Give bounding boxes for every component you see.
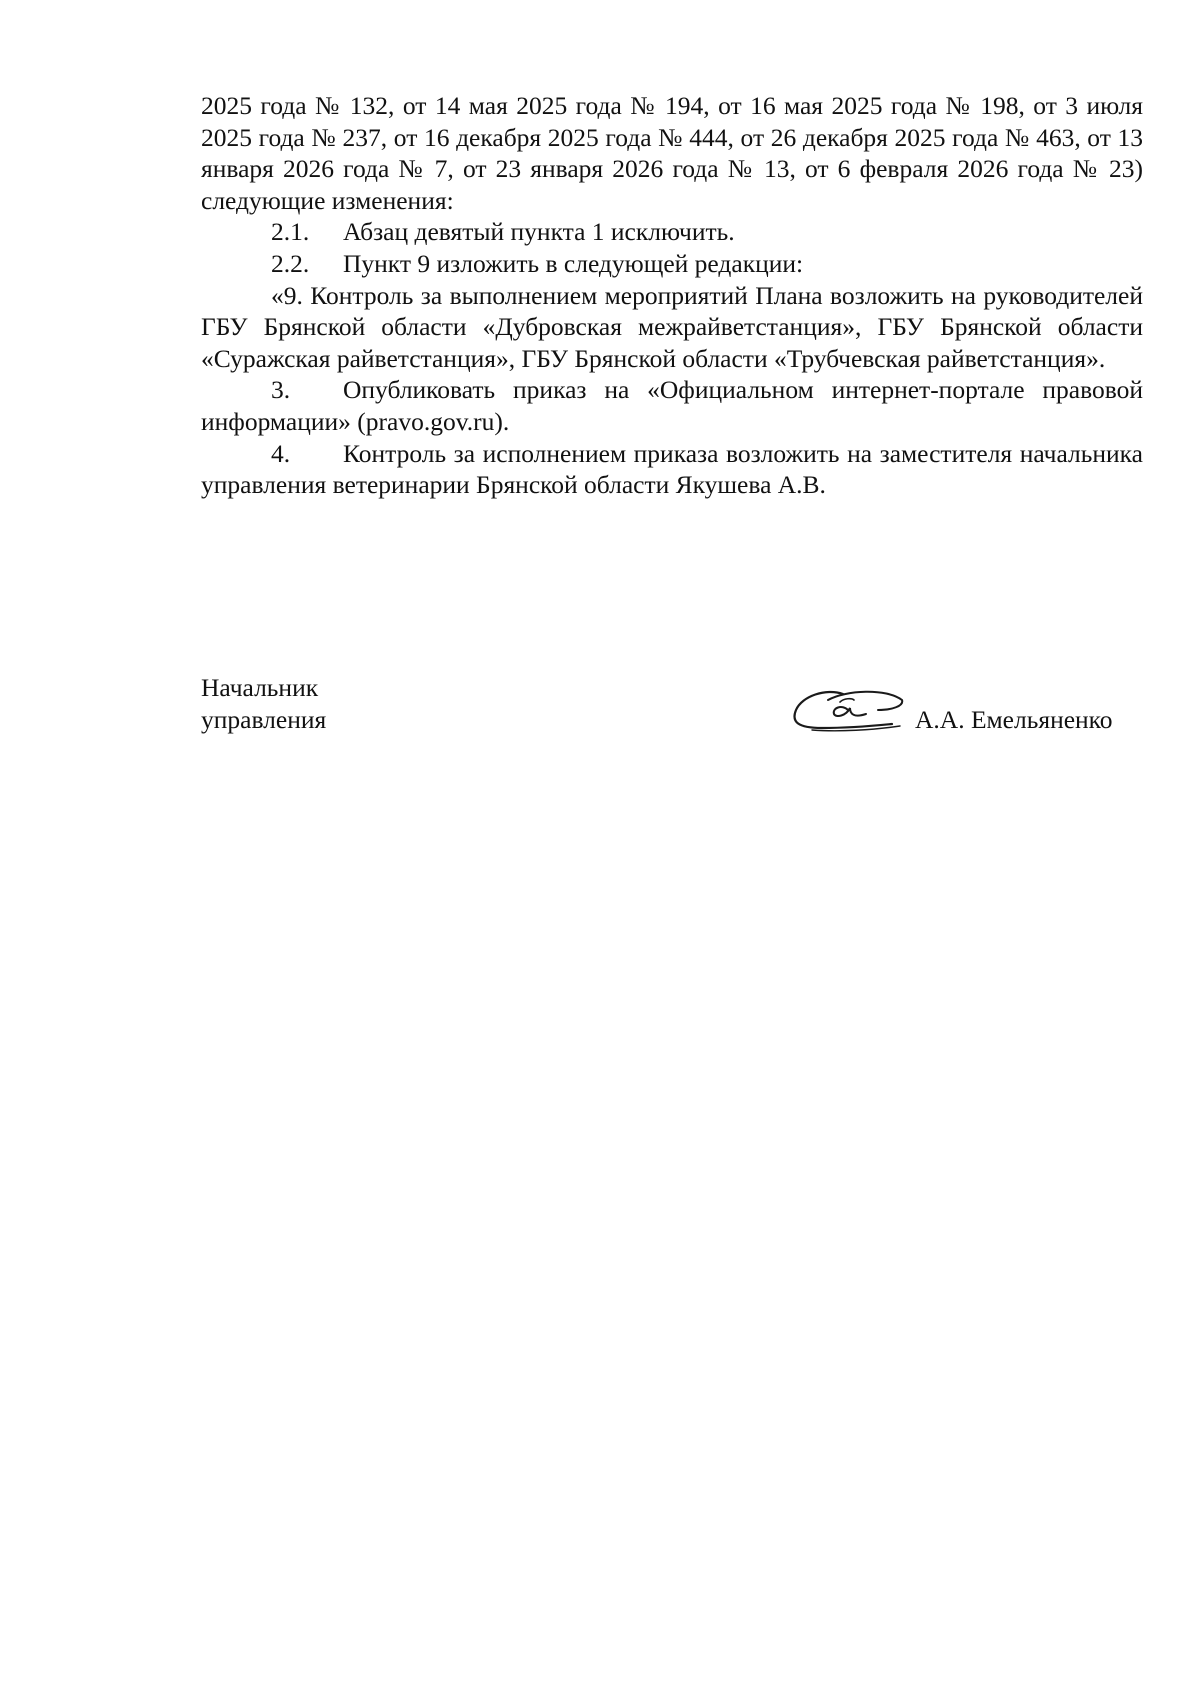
item-text: Абзац девятый пункта 1 исключить.	[343, 217, 735, 247]
item-number: 2.2.	[271, 248, 310, 278]
item-number: 4.	[271, 438, 291, 468]
item-text: Контроль за исполнением приказа возложить на заместителя начальника управления ветеринарии Брянской области Якушева А.В.	[201, 438, 1143, 500]
intro-paragraph: 2025 года № 132, от 14 мая 2025 года № 194, от 16 мая 2025 года № 198, от 3 июля 2025 года № 237, от 16 декабря 2025 года № 444, от 26 декабря 2025 года № 463, от 13 января 2026 года № 7, от 23 января 2026 года № 13, от 6 февраля 2026 года № 23) следующие изменения:	[201, 91, 1143, 215]
item-number: 2.1.	[271, 217, 310, 247]
item-2-1	[201, 216, 1143, 248]
document-body	[201, 90, 1143, 501]
position-line-1: Начальник	[201, 673, 319, 702]
quoted-paragraph: «9. Контроль за выполнением мероприятий Плана возложить на руководителей ГБУ Брянской области «Дубровская межрайветстанция», ГБУ Брянской области «Суражская райветстанция», ГБУ Брянской области «Трубчевская райветстанция».	[201, 280, 1143, 373]
item-text: Пункт 9 изложить в следующей редакции:	[343, 248, 804, 278]
signer-name: А.А. Емельяненко	[915, 705, 1113, 734]
handwritten-signature	[788, 680, 908, 736]
position-line-2: управления	[201, 705, 327, 734]
signatory-position	[201, 672, 326, 736]
item-number: 3.	[271, 375, 291, 405]
item-text: Опубликовать приказ на «Официальном интернет-портале правовой информации» (pravo.gov.ru).	[201, 375, 1143, 436]
item-3	[201, 374, 1143, 437]
item-2-2	[201, 248, 1143, 280]
item-4	[201, 438, 1143, 501]
